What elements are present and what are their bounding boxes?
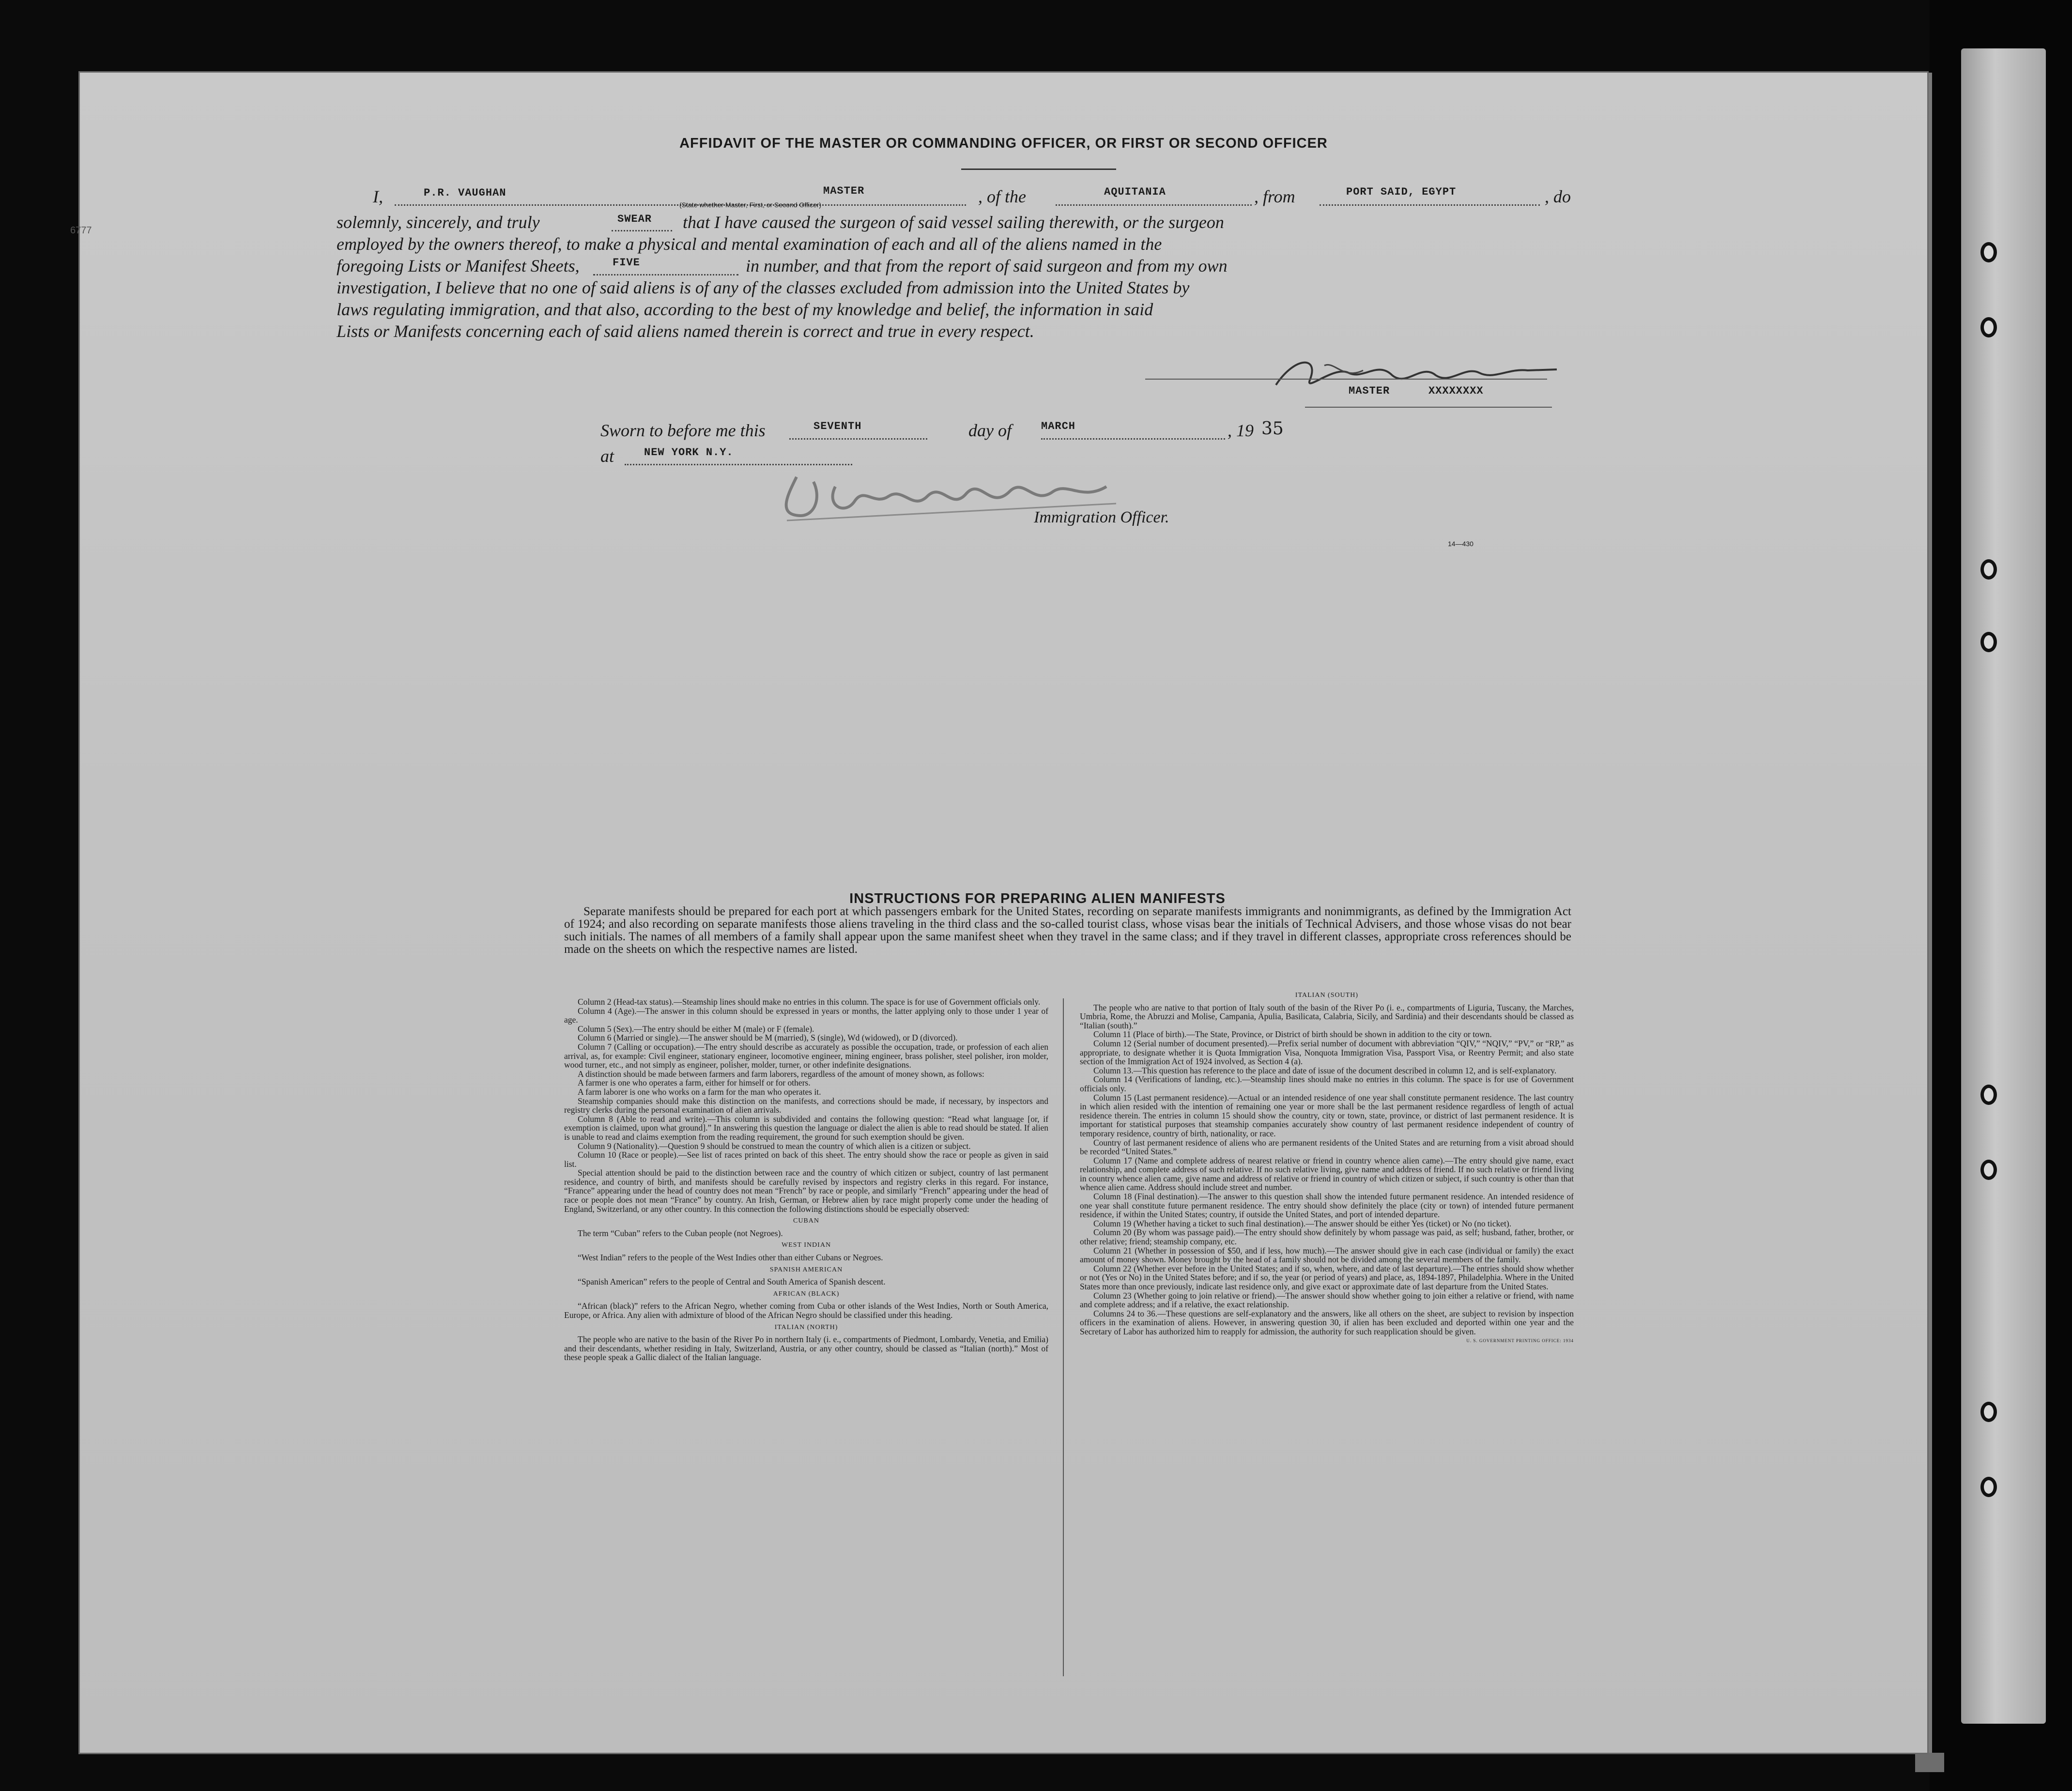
- italian-north-paragraph: The people who are native to the basin of the River Po in northern Italy (i. e., compartments of Piedmont, Lombardy, Venetia, and Emilia) and their descendants, whether residing in Italy, Switzerland, Austria, or any other country, should be classed as “Italian (north).” Most of these people speak a Gallic dialect of the Italian language.: [564, 1334, 1048, 1362]
- master-signature: [1266, 346, 1576, 399]
- heading-cuban: CUBAN: [793, 1217, 819, 1225]
- sign-title-struck: XXXXXXXX: [1428, 385, 1484, 397]
- farmer-def: A farmer is one who operates a farm, either for himself or for others.: [578, 1078, 811, 1088]
- binder-hole: [1980, 1160, 1997, 1180]
- aff-line1-do: , do: [1545, 187, 1571, 206]
- master-name-field: P.R. VAUGHAN: [424, 187, 506, 199]
- instructions-right-column: [1080, 988, 1574, 1345]
- west-indian-paragraph: “West Indian” refers to the people of the West Indies other than either Cubans or Negroes.: [578, 1253, 883, 1263]
- spanish-american-paragraph: “Spanish American” refers to the people of Central and South America of Spanish descent.: [578, 1277, 886, 1287]
- aff-line2-b: that I have caused the surgeon of said vessel sailing therewith, or the surgeon: [683, 213, 1224, 232]
- col20-paragraph: Column 20 (By whom was passage paid).—The entry should show definitely by whom passage was paid, as self; husband, father, brother, or other relative; friend; steamship company, etc.: [1080, 1227, 1574, 1247]
- year-prefix: , 19: [1228, 421, 1254, 440]
- binder-hole: [1980, 242, 1997, 262]
- col14-paragraph: Column 14 (Verifications of landing, etc.).—Steamship lines should make no entries in this column. The space is for use of Government officials only.: [1080, 1074, 1574, 1093]
- col18-paragraph: Column 18 (Final destination).—The answer to this question shall show the intended future permanent residence. An intended residence of one year shall constitute future permanent residence. The entry should show definitely the place (city or town) of intended future permanent residence, if within the United States; country, if outside the United States, and port of intended departure.: [1080, 1192, 1574, 1220]
- cuban-paragraph: The term “Cuban” refers to the Cuban people (not Negroes).: [578, 1228, 783, 1238]
- col24-36-paragraph: Columns 24 to 36.—These questions are self-explanatory and the answers, like all others on the sheet, are subject to revision by inspection officers in the examination of aliens. However, in answering question 30, if alien has been excluded and deported within one year and the Secretary of Labor has authorized him to reapply for admission, the authority for such reapplication should be given.: [1080, 1308, 1574, 1336]
- aff-line1-i: I,: [373, 187, 383, 206]
- heading-italian-north: ITALIAN (NORTH): [774, 1323, 838, 1331]
- vessel-underline: [1056, 204, 1252, 206]
- title-line: [1305, 407, 1552, 408]
- affidavit-title: AFFIDAVIT OF THE MASTER OR COMMANDING OFFICER, OR FIRST OR SECOND OFFICER: [679, 136, 1328, 151]
- officer-title: Immigration Officer.: [1034, 508, 1169, 526]
- year-field: 35: [1261, 419, 1284, 439]
- sheets-field: FIVE: [613, 257, 640, 269]
- month-field: MARCH: [1041, 420, 1076, 432]
- day-of-text: day of: [968, 421, 1012, 440]
- aff-line4-a: foregoing Lists or Manifest Sheets,: [337, 256, 580, 276]
- instructions-title: INSTRUCTIONS FOR PREPARING ALIEN MANIFESTS: [849, 891, 1226, 906]
- oath-underline: [612, 230, 672, 231]
- aff-line1-from: , from: [1254, 187, 1295, 206]
- column-divider: [1063, 998, 1064, 1676]
- port-underline: [1320, 204, 1540, 206]
- farmer-paragraph: A distinction should be made between farmers and farm laborers, regardless of the amount of money shown, as follows:: [578, 1069, 984, 1079]
- col15-paragraph: Column 15 (Last permanent residence).—Actual or an intended residence of one year shall constitute permanent residence. The last country in which alien resided with the intention of remaining one year or more shall be the last permanent residence regardless of length of actual residence therein. The entries in column 15 should show the country, city or town, state, province, or district of last permanent residence. It is important for statistical purposes that steamship companies accurately show country of last permanent residence independent of country of temporary residence, country of birth, nationality, or race.: [1080, 1092, 1574, 1138]
- page-edge-corner: [1915, 1753, 1944, 1772]
- printer-imprint: U. S. GOVERNMENT PRINTING OFFICE: 1934: [1466, 1338, 1574, 1343]
- sheets-underline: [593, 274, 738, 276]
- col5-paragraph: Column 5 (Sex).—The entry should be either M (male) or F (female).: [578, 1024, 814, 1034]
- binder-hole: [1980, 559, 1997, 580]
- heading-spanish-american: SPANISH AMERICAN: [769, 1266, 843, 1273]
- sworn-text: Sworn to before me this: [600, 421, 766, 440]
- binder-hole: [1980, 1477, 1997, 1497]
- col6-paragraph: Column 6 (Married or single).—The answer should be M (married), S (single), Wd (widowed), or D (divorced).: [578, 1033, 958, 1043]
- instructions-intro: Separate manifests should be prepared for each port at which passengers embark for the United States, recording on separate manifests immigrants and nonimmigrants, as defined by the Immigration Act of 1924; and also recording on separate manifests those aliens traveling in the third class and the so-called tourist class, whose visas bear the initials of Technical Advisers, and those whose visas do not bear such initials. The names of all members of a family shall appear upon the same manifest sheet when they travel in the same class; and if they travel in different classes, appropriate cross references should be made on the sheets on which the respective names are listed.: [564, 905, 1571, 956]
- aff-line6: laws regulating immigration, and that also, according to the best of my knowledge and belief, the information in said: [337, 300, 1153, 319]
- race-distinction-paragraph: Special attention should be paid to the distinction between race and the country of which citizen or subject, country of last permanent residence, and country of birth, and manifests should be carefully revised by inspectors and registry clerks in this regard. For instance, “France” appearing under the head of country does not mean “French” by race or people, and similarly “French” appearing under the head of race or people does not mean “France” by country. An Irish, German, or Hebrew alien by race might properly come under the heading of England, Switzerland, or any other country. In this connection the following distinctions should be especially observed:: [564, 1168, 1048, 1214]
- col22-paragraph: Column 22 (Whether ever before in the United States; and if so, when, where, and date of last departure).—The entries should show whether or not (Yes or No) in the United States before; and if so, the year (or period of years) and place, as, 1894-1897, Philadelphia. Where in the United States more than once previously, indicate last residence only, and give exact or approximate date of last departure from the United States.: [1080, 1263, 1574, 1291]
- aff-line7: Lists or Manifests concerning each of said aliens named therein is correct and true in every respect.: [337, 321, 1034, 341]
- col13-paragraph: Column 13.—This question has reference to the place and date of issue of the document described in column 12, and is self-explanatory.: [1093, 1065, 1557, 1075]
- col12-paragraph: Column 12 (Serial number of document presented).—Prefix serial number of document with abbreviation “QIV,” “NQIV,” “PV,” or “RP,” as appropriate, to designate whether it is Quota Immigration Visa, Nonquota Immigration Visa, Passport Visa, or Reentry Permit; and also state section of the Immigration Act of 1924 involved, as Section 4 (a).: [1080, 1038, 1574, 1067]
- sworn-day-field: SEVENTH: [813, 420, 862, 432]
- aff-line2-a: solemnly, sincerely, and truly: [337, 213, 540, 232]
- sign-title: MASTER: [1349, 385, 1390, 397]
- aff-line4-b: in number, and that from the report of said surgeon and from my own: [746, 256, 1228, 276]
- vessel-field: AQUITANIA: [1104, 186, 1166, 198]
- col8-paragraph: Column 8 (Able to read and write).—This column is subdivided and contains the following question: “Read what language [or, if exemption is claimed, upon what ground].” In answering this question the language or dialect the alien is able to read should be stated. If alien is unable to read and claims exemption from the reading requirement, the ground for such exemption should be given.: [564, 1114, 1048, 1142]
- binder-hole: [1980, 317, 1997, 337]
- rank-field: MASTER: [823, 185, 865, 197]
- margin-mark: 6777: [70, 225, 92, 236]
- col17-paragraph: Column 17 (Name and complete address of nearest relative or friend in country whence alien came).—The entry should give name, exact relationship, and complete address of such relative. If no such relative living, give name and address of friend. If no such relative or friend living in country whence alien came, give name and address of relative or friend in country of which citizen or subject, if such country is other than that whence alien came. Address should include street and number.: [1080, 1155, 1574, 1193]
- binder-hole: [1980, 1402, 1997, 1422]
- aff-line5: investigation, I believe that no one of said aliens is of any of the classes excluded from admission into the United States by: [337, 278, 1190, 297]
- manifest-page: [70, 73, 1927, 1753]
- col23-paragraph: Column 23 (Whether going to join relative or friend).—The answer should show whether going to join either a relative or friend, with name and complete address; and if a relative, the exact relationship.: [1080, 1290, 1574, 1310]
- farm-laborer-def: A farm laborer is one who works on a farm for the man who operates it.: [578, 1087, 821, 1097]
- day-underline: [789, 438, 927, 440]
- month-underline: [1041, 438, 1225, 440]
- col11-paragraph: Column 11 (Place of birth).—The State, Province, or District of birth should be shown in addition to the city or town.: [1093, 1029, 1492, 1040]
- binder-hole: [1980, 632, 1997, 652]
- col19-paragraph: Column 19 (Whether having a ticket to such final destination).—The answer should be either Yes (ticket) or No (no ticket).: [1093, 1218, 1512, 1228]
- col7-paragraph: Column 7 (Calling or occupation).—The entry should describe as accurately as possible the occupation, trade, or profession of each alien arrival, as, for example: Civil engineer, stationary engineer, locomotive engineer, mining engineer, brass polisher, steel polisher, iron molder, wood turner, etc., and not simply as engineer, polisher, molder, turner, or other indefinite designations.: [564, 1041, 1048, 1070]
- col4-paragraph: Column 4 (Age).—The answer in this column should be expressed in years or months, the latter applying only to those under 1 year of age.: [564, 1006, 1048, 1025]
- aff-line3: employed by the owners thereof, to make a physical and mental examination of each and all of the aliens named in the: [337, 234, 1162, 254]
- signature-line: [1145, 379, 1547, 380]
- residence-paragraph: Country of last permanent residence of aliens who are permanent residents of the United States and are returning from a visit abroad should be recorded “United States.”: [1080, 1137, 1574, 1157]
- at-text: at: [600, 446, 614, 466]
- oath-field: SWEAR: [617, 213, 652, 225]
- italian-south-paragraph: The people who are native to that portion of Italy south of the basin of the River Po (i. e., compartments of Liguria, Tuscany, the Marches, Umbria, Rome, the Abruzzi and Molise, Campania, Apulia, Basilicata, Calabria, Sicily, and Sardinia) and their descendants should be classed as “Italian (south).”: [1080, 1002, 1574, 1030]
- col21-paragraph: Column 21 (Whether in possession of $50, and if less, how much).—The answer should give in each case (individual or family) the exact amount of money shown. Money brought by the head of a family should not be divided among the several members of the family.: [1080, 1245, 1574, 1265]
- col2-paragraph: Column 2 (Head-tax status).—Steamship lines should make no entries in this column. The space is for use of Government officials only.: [578, 997, 1041, 1007]
- heading-african: AFRICAN (BLACK): [773, 1290, 840, 1298]
- heading-west-indian: WEST INDIAN: [781, 1241, 831, 1249]
- steamship-paragraph: Steamship companies should make this distinction on the manifests, and corrections should be made, if necessary, by inspectors and registry clerks during the personal examination of alien arrivals.: [564, 1096, 1048, 1115]
- form-number: 14—430: [1448, 540, 1473, 548]
- aff-line1-of: , of the: [978, 187, 1026, 206]
- rank-note: (State whether Master, First, or Second Officer): [679, 201, 822, 209]
- title-underline: [961, 168, 1116, 170]
- place-field: NEW YORK N.Y.: [644, 446, 734, 459]
- binder-strip: [1961, 48, 2046, 1724]
- binder-hole: [1980, 1085, 1997, 1105]
- heading-italian-south: ITALIAN (SOUTH): [1295, 992, 1359, 999]
- port-field: PORT SAID, EGYPT: [1346, 186, 1457, 198]
- instructions-left-column: [564, 997, 1048, 1362]
- col10-paragraph: Column 10 (Race or people).—See list of races printed on back of this sheet. The entry should show the race or people as given in said list.: [564, 1150, 1048, 1169]
- african-paragraph: “African (black)” refers to the African Negro, whether coming from Cuba or other islands of the West Indies, North or South America, Europe, or Africa. Any alien with admixture of blood of the African Negro should be classified under this heading.: [564, 1301, 1048, 1320]
- col9-paragraph: Column 9 (Nationality).—Question 9 should be construed to mean the country of which alien is a citizen or subject.: [578, 1141, 971, 1151]
